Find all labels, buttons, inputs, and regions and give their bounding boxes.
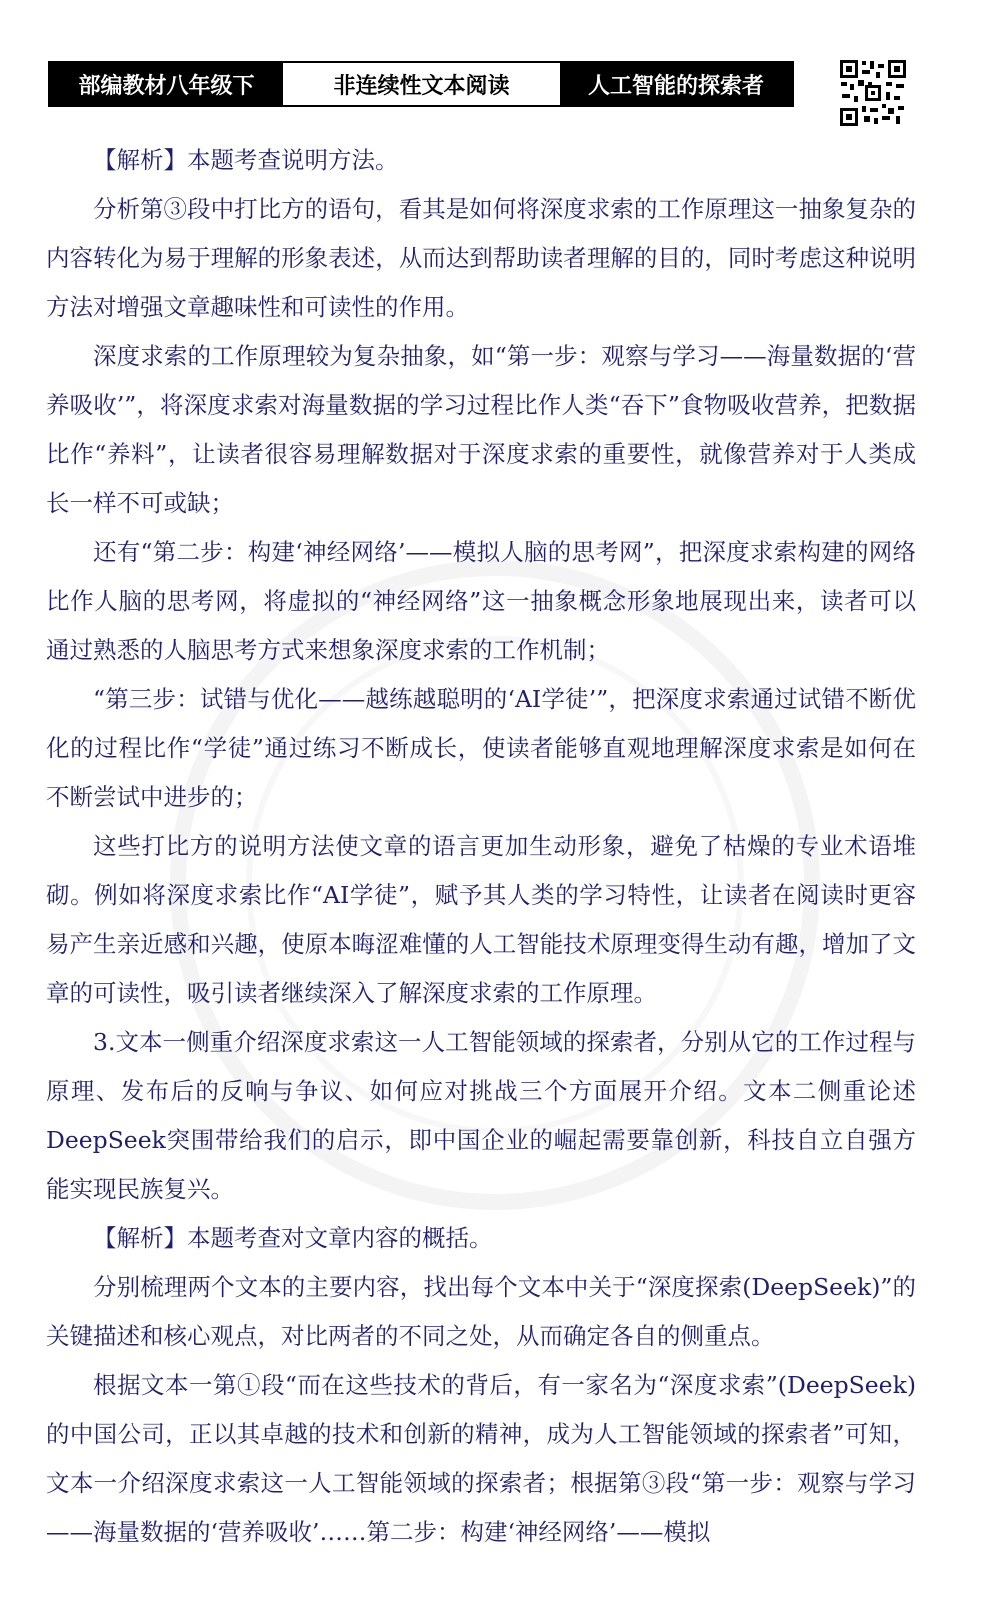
analysis-label-paragraph: 【解析】本题考查对文章内容的概括。 bbox=[93, 1224, 493, 1252]
header-title: 人工智能的探索者 bbox=[560, 63, 792, 105]
answer-paragraph: 3.文本一侧重介绍深度求索这一人工智能领域的探索者，分别从它的工作过程与原理、发布后的反响与争议、如何应对挑战三个方面展开介绍。文本二侧重论述DeepSeek突围带给我们的启示，即中国企业的崛起需要靠创新，科技自立自强方能实现民族复兴。 bbox=[46, 1028, 916, 1203]
body-paragraph: 分别梳理两个文本的主要内容，找出每个文本中关于“深度探索(DeepSeek)”的关键描述和核心观点，对比两者的不同之处，从而确定各自的侧重点。 bbox=[46, 1273, 916, 1350]
header-grade: 部编教材八年级下 bbox=[50, 63, 283, 105]
body-paragraph: 还有“第二步：构建‘神经网络’——模拟人脑的思考网”，把深度求索构建的网络比作人脑的思考网，将虚拟的“神经网络”这一抽象概念形象地展现出来，读者可以通过熟悉的人脑思考方式来想象深度求索的工作机制； bbox=[46, 538, 916, 664]
header-topic: 非连续性文本阅读 bbox=[283, 63, 560, 105]
body-paragraph: 根据文本一第①段“而在这些技术的背后，有一家名为“深度求索”(DeepSeek)的中国公司，正以其卓越的技术和创新的精神，成为人工智能领域的探索者”可知，文本一介绍深度求索这一人工智能领域的探索者；根据第③段“第一步：观察与学习——海量数据的‘营养吸收’……第二步：构建‘神经网络’——模拟 bbox=[46, 1371, 916, 1546]
page-header bbox=[48, 61, 794, 107]
body-paragraph: 深度求索的工作原理较为复杂抽象，如“第一步：观察与学习——海量数据的‘营养吸收’”，将深度求索对海量数据的学习过程比作人类“吞下”食物吸收营养，把数据比作“养料”，让读者很容易理解数据对于深度求索的重要性，就像营养对于人类成长一样不可或缺； bbox=[46, 342, 916, 517]
analysis-label-paragraph: 【解析】本题考查说明方法。 bbox=[93, 146, 399, 174]
body-paragraph: “第三步：试错与优化——越练越聪明的‘AI学徒’”，把深度求索通过试错不断优化的过程比作“学徒”通过练习不断成长，使读者能够直观地理解深度求索是如何在不断尝试中进步的； bbox=[46, 685, 916, 811]
answer-body bbox=[46, 136, 916, 1557]
body-paragraph: 分析第③段中打比方的语句，看其是如何将深度求索的工作原理这一抽象复杂的内容转化为易于理解的形象表述，从而达到帮助读者理解的目的，同时考虑这种说明方法对增强文章趣味性和可读性的作用。 bbox=[46, 195, 916, 321]
qr-code-icon bbox=[838, 58, 908, 128]
body-paragraph: 这些打比方的说明方法使文章的语言更加生动形象，避免了枯燥的专业术语堆砌。例如将深度求索比作“AI学徒”，赋予其人类的学习特性，让读者在阅读时更容易产生亲近感和兴趣，使原本晦涩难懂的人工智能技术原理变得生动有趣，增加了文章的可读性，吸引读者继续深入了解深度求索的工作原理。 bbox=[46, 832, 916, 1007]
